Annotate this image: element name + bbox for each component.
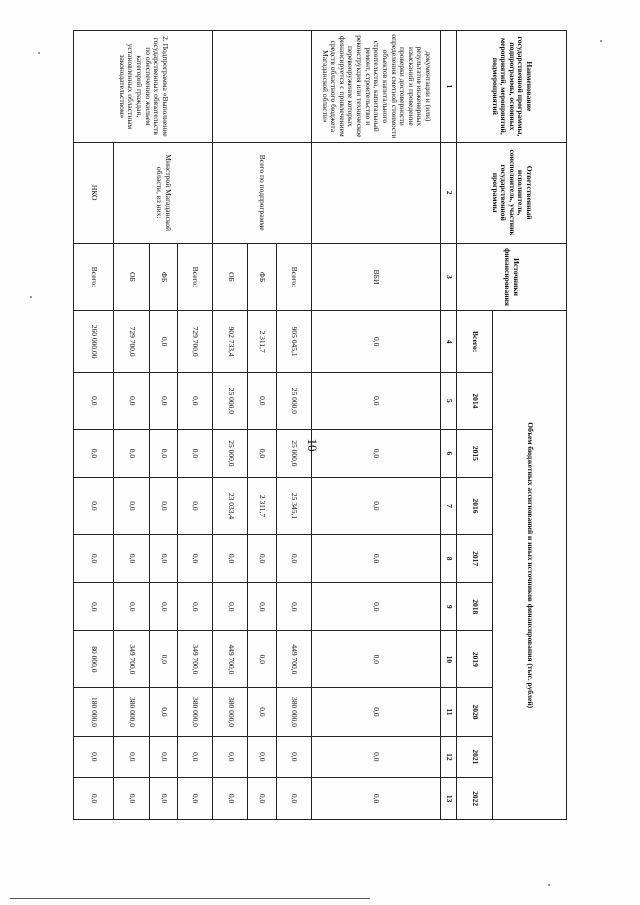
value-cell: 0,0: [213, 736, 248, 778]
value-cell: 0,0: [149, 372, 177, 429]
column-number: 13: [441, 778, 457, 820]
value-cell: 0,0: [114, 583, 149, 631]
header-year: 2020: [457, 688, 493, 736]
value-cell: 0,0: [177, 778, 212, 820]
value-cell: 0,0: [177, 583, 212, 631]
value-cell: 0,0: [248, 583, 276, 631]
value-cell: 0,0: [114, 534, 149, 582]
header-row-numbers: [441, 31, 457, 820]
value-cell: 0,0: [276, 778, 311, 820]
header-year: 2022: [457, 778, 493, 820]
row-source-cell: ФБ: [149, 243, 177, 311]
value-cell: 0,0: [311, 311, 440, 372]
header-funding-group: Объем бюджетных ассигнований и иных источников финансирования (тыс. рублей): [493, 311, 567, 820]
scan-bottom-edge: [10, 898, 370, 899]
value-cell: 0,0: [74, 429, 114, 477]
value-cell: 0,0: [114, 736, 149, 778]
header-year: 2014: [457, 372, 493, 429]
value-cell: 0,0: [177, 429, 212, 477]
value-cell: 902 733,4: [213, 311, 248, 372]
header-year: 2016: [457, 478, 493, 535]
rotated-table-container: [73, 30, 567, 820]
row-source-cell: ВБИ: [311, 243, 440, 311]
value-cell: 0,0: [74, 736, 114, 778]
value-cell: 180 000,0: [74, 688, 114, 736]
value-cell: 0,0: [311, 534, 440, 582]
value-cell: 380 000,0: [276, 688, 311, 736]
value-cell: 449 700,0: [276, 631, 311, 688]
value-cell: 0,0: [248, 631, 276, 688]
value-cell: 25 345,1: [276, 478, 311, 535]
value-cell: 0,0: [114, 372, 149, 429]
header-total: Всего:: [457, 311, 493, 372]
value-cell: 0,0: [114, 778, 149, 820]
value-cell: 0,0: [248, 534, 276, 582]
header-row-top: [493, 31, 567, 820]
budget-table: [73, 30, 567, 820]
value-cell: 0,0: [74, 478, 114, 535]
row-responsible-cell: Минстрой Магаданской области, из них:: [114, 142, 213, 243]
value-cell: 80 000,0: [74, 631, 114, 688]
column-number: 8: [441, 534, 457, 582]
value-cell: 23 033,4: [213, 478, 248, 535]
value-cell: 0,0: [311, 631, 440, 688]
value-cell: 2 311,7: [248, 311, 276, 372]
value-cell: 0,0: [149, 736, 177, 778]
value-cell: 0,0: [74, 583, 114, 631]
table-row: [74, 31, 114, 820]
column-number: 6: [441, 429, 457, 477]
row-name-cell: документации и (или) результатов инженерных изысканий и проведение проверки достоверности определения сметной стоимости объектов капитального строительства, капитальный ремонт, строительство и реконструкция или техническое перевооружение которых финансируется с привлечением средств областного бюджета Магаданской области»: [311, 31, 440, 143]
value-cell: 0,0: [177, 372, 212, 429]
value-cell: 0,0: [149, 688, 177, 736]
column-number: 9: [441, 583, 457, 631]
value-cell: 0,0: [149, 583, 177, 631]
value-cell: 0,0: [276, 736, 311, 778]
row-source-cell: Всего:: [177, 243, 212, 311]
value-cell: 0,0: [149, 478, 177, 535]
value-cell: 0,0: [149, 311, 177, 372]
header-source: Источники финансирования: [457, 243, 567, 311]
value-cell: 0,0: [311, 688, 440, 736]
value-cell: 0,0: [213, 778, 248, 820]
value-cell: 0,0: [177, 478, 212, 535]
table-row: [177, 31, 212, 820]
value-cell: 0,0: [149, 429, 177, 477]
column-number: 2: [441, 142, 457, 243]
value-cell: 0,0: [311, 583, 440, 631]
page-number: 10: [305, 438, 320, 452]
header-year: 2017: [457, 534, 493, 582]
row-name-cell: [213, 31, 312, 143]
value-cell: 0,0: [213, 583, 248, 631]
value-cell: 0,0: [248, 429, 276, 477]
column-number: 11: [441, 688, 457, 736]
row-name-cell: 2. Подпрограмма «Выполнение государственных обязательств по обеспечению жильем категорий граждан, установленных областным законодательством»: [74, 31, 213, 143]
value-cell: 0,0: [149, 631, 177, 688]
row-responsible-cell: Всего по подпрограмме: [213, 142, 312, 243]
value-cell: 25 000,0: [213, 429, 248, 477]
value-cell: 729 700,0: [114, 311, 149, 372]
value-cell: 380 000,0: [114, 688, 149, 736]
row-source-cell: Всего:: [276, 243, 311, 311]
row-responsible-cell: НКО: [74, 142, 114, 243]
value-cell: 0,0: [114, 478, 149, 535]
value-cell: 260 000,00: [74, 311, 114, 372]
value-cell: 0,0: [74, 534, 114, 582]
row-source-cell: Всего:: [74, 243, 114, 311]
value-cell: 0,0: [213, 534, 248, 582]
value-cell: 380 000,0: [213, 688, 248, 736]
value-cell: 0,0: [248, 736, 276, 778]
value-cell: 349 700,0: [114, 631, 149, 688]
scan-speck: [548, 884, 550, 886]
value-cell: 0,0: [276, 583, 311, 631]
table-row: [276, 31, 311, 820]
value-cell: 349 700,0: [177, 631, 212, 688]
value-cell: 380 000,0: [177, 688, 212, 736]
value-cell: 0,0: [248, 778, 276, 820]
value-cell: 0,0: [177, 736, 212, 778]
value-cell: 449 700,0: [213, 631, 248, 688]
value-cell: 0,0: [248, 688, 276, 736]
value-cell: 0,0: [74, 372, 114, 429]
row-source-cell: ОБ: [213, 243, 248, 311]
column-number: 12: [441, 736, 457, 778]
value-cell: 0,0: [311, 736, 440, 778]
row-source-cell: ФБ: [248, 243, 276, 311]
header-responsible: Ответственный исполнитель, соисполнитель, участник государственной программы: [457, 142, 567, 243]
column-number: 10: [441, 631, 457, 688]
table-row: [311, 31, 440, 820]
header-year: 2018: [457, 583, 493, 631]
header-year: 2021: [457, 736, 493, 778]
row-source-cell: ОБ: [114, 243, 149, 311]
scan-speck: [38, 52, 40, 54]
value-cell: 2 311,7: [248, 478, 276, 535]
value-cell: 0,0: [74, 778, 114, 820]
scan-speck: [30, 296, 32, 298]
value-cell: 0,0: [248, 372, 276, 429]
column-number: 5: [441, 372, 457, 429]
scan-speck: [600, 40, 602, 42]
column-number: 3: [441, 243, 457, 311]
value-cell: 25 000,0: [213, 372, 248, 429]
value-cell: 0,0: [311, 429, 440, 477]
value-cell: 0,0: [311, 372, 440, 429]
header-year: 2019: [457, 631, 493, 688]
column-number: 7: [441, 478, 457, 535]
value-cell: 25 000,0: [276, 429, 311, 477]
value-cell: 0,0: [114, 429, 149, 477]
value-cell: 905 045,1: [276, 311, 311, 372]
value-cell: 0,0: [276, 534, 311, 582]
value-cell: 0,0: [177, 534, 212, 582]
header-year: 2015: [457, 429, 493, 477]
header-name: Наименование государственной программы, подпрограммы, основных мероприятий, мероприятий, подмероприятий: [457, 31, 567, 143]
value-cell: 729 700,0: [177, 311, 212, 372]
value-cell: 0,0: [149, 778, 177, 820]
row-responsible-cell: [311, 142, 440, 243]
value-cell: 0,0: [311, 478, 440, 535]
column-number: 4: [441, 311, 457, 372]
column-number: 1: [441, 31, 457, 143]
value-cell: 25 000,0: [276, 372, 311, 429]
value-cell: 0,0: [149, 534, 177, 582]
value-cell: 0,0: [311, 778, 440, 820]
